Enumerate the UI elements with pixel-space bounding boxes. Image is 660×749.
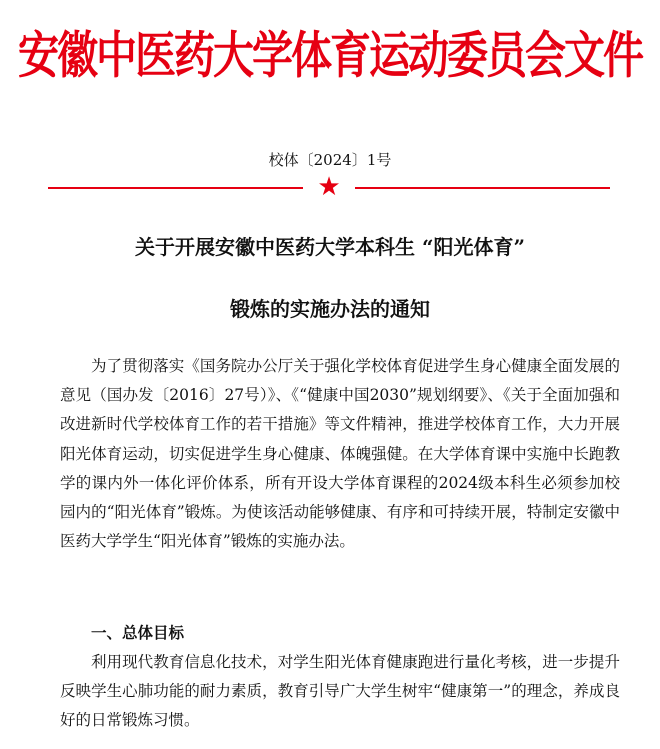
masthead-title: 安徽中医药大学体育运动委员会文件 — [18, 26, 642, 85]
red-divider — [48, 172, 610, 202]
star-icon: ★ — [317, 172, 341, 202]
document-number: 校体〔2024〕1号 — [268, 151, 392, 169]
body-paragraph-2 — [60, 648, 620, 736]
body-paragraph-1 — [60, 352, 620, 556]
divider-line-right — [355, 187, 610, 189]
document-title-line-2: 锻炼的实施办法的通知 — [230, 297, 430, 321]
section-heading-1 — [60, 619, 620, 648]
section-heading-text: 一、总体目标 — [91, 624, 185, 642]
divider-line-left — [48, 187, 303, 189]
paragraph-text: 利用现代教育信息化技术，对学生阳光体育健康跑进行量化考核，进一步提升反映学生心肺功能的耐力素质，教育引导广大学生树牢“健康第一”的理念，养成良好的日常锻炼习惯。 — [60, 653, 620, 730]
paragraph-text: 为了贯彻落实《国务院办公厅关于强化学校体育促进学生身心健康全面发展的意见（国办发〔2016〕27号）》、《“健康中国2030”规划纲要》、《关于全面加强和改进新时代学校体育工作的若干措施》等文件精神，推进学校体育工作，大力开展阳光体育运动，切实促进学生身心健康、体魄强健。在大学体育课中实施中长跑教学的课内外一体化评价体系，所有开设大学体育课程的2024级本科生必须参加校园内的“阳光体育”锻炼。为使该活动能够健康、有序和可持续开展，特制定安徽中医药大学学生“阳光体育”锻炼的实施办法。 — [60, 357, 620, 551]
document-title-line-1: 关于开展安徽中医药大学本科生 “阳光体育” — [135, 235, 525, 259]
